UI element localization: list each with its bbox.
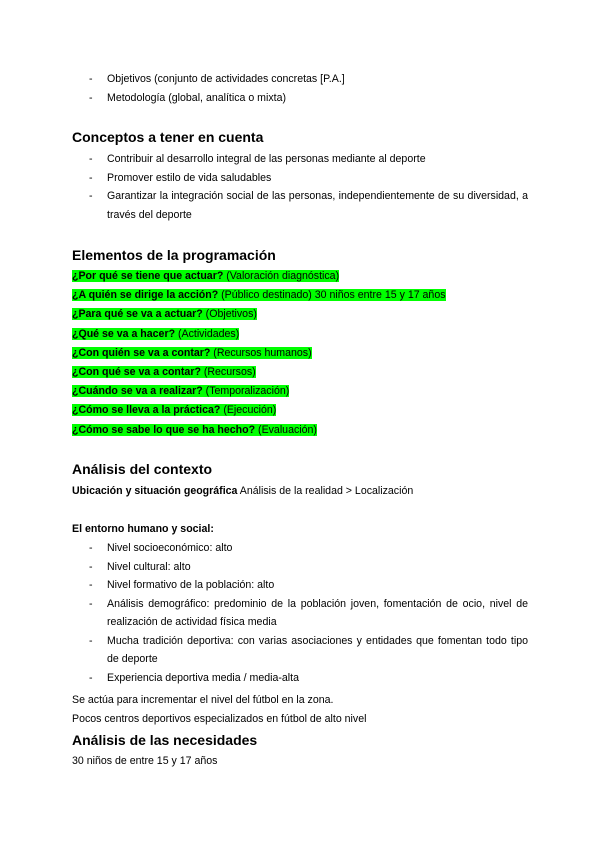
top-list [72,70,528,107]
list-item: - Análisis demográfico: predominio de la población joven, fomentación de ocio, nivel de realización de actividad física media [72,595,528,632]
conceptos-section [72,129,528,145]
question-row: ¿A quién se dirige la acción? (Público destinado) 30 niños entre 15 y 17 años [72,289,446,302]
list-item: - Nivel cultural: alto [72,558,528,577]
list-item: - Experiencia deportiva media / media-alta [72,669,528,688]
list-item: - Metodología (global, analítica o mixta) [72,89,528,108]
list-item: - Objetivos (conjunto de actividades concretas [P.A.] [72,70,528,89]
contexto-paragraph: Pocos centros deportivos especializados en fútbol de alto nivel [72,713,367,725]
contexto-section [72,461,528,477]
contexto-paragraph: Se actúa para incrementar el nivel del fútbol en la zona. [72,694,334,706]
elementos-section [72,247,528,263]
question-row: ¿Cómo se sabe lo que se ha hecho? (Evaluación) [72,423,317,436]
list-item: - Contribuir al desarrollo integral de las personas mediante al deporte [72,150,528,169]
entorno-list [72,539,528,687]
list-item: - Nivel socioeconómico: alto [72,539,528,558]
question-row: ¿Qué se va a hacer? (Actividades) [72,327,240,340]
question-row: ¿Con qué se va a contar? (Recursos) [72,366,256,379]
section-heading: Conceptos a tener en cuenta [72,129,264,145]
question-row: ¿Cómo se lleva a la práctica? (Ejecución) [72,404,277,417]
section-heading: Análisis de las necesidades [72,732,258,748]
conceptos-list [72,150,528,224]
question-row: ¿Con quién se va a contar? (Recursos humanos) [72,346,312,359]
necesidades-text: 30 niños de entre 15 y 17 años [72,755,218,767]
entorno-heading: El entorno humano y social: [72,523,214,535]
ubicacion-line: Ubicación y situación geográfica Análisis de la realidad > Localización [72,485,414,497]
necesidades-section [72,732,528,748]
section-heading: Análisis del contexto [72,461,213,477]
list-item: - Mucha tradición deportiva: con varias asociaciones y entidades que fomentan todo tipo de deporte [72,632,528,669]
list-item: - Nivel formativo de la población: alto [72,576,528,595]
elementos-list [72,267,528,440]
question-row: ¿Para qué se va a actuar? (Objetivos) [72,308,257,321]
list-item: - Garantizar la integración social de las personas, independientemente de su diversidad, a través del deporte [72,187,528,224]
question-row: ¿Por qué se tiene que actuar? (Valoración diagnóstica) [72,270,340,282]
section-heading: Elementos de la programación [72,247,276,263]
question-row: ¿Cuándo se va a realizar? (Temporalización) [72,385,290,398]
list-item: - Promover estilo de vida saludables [72,169,528,188]
